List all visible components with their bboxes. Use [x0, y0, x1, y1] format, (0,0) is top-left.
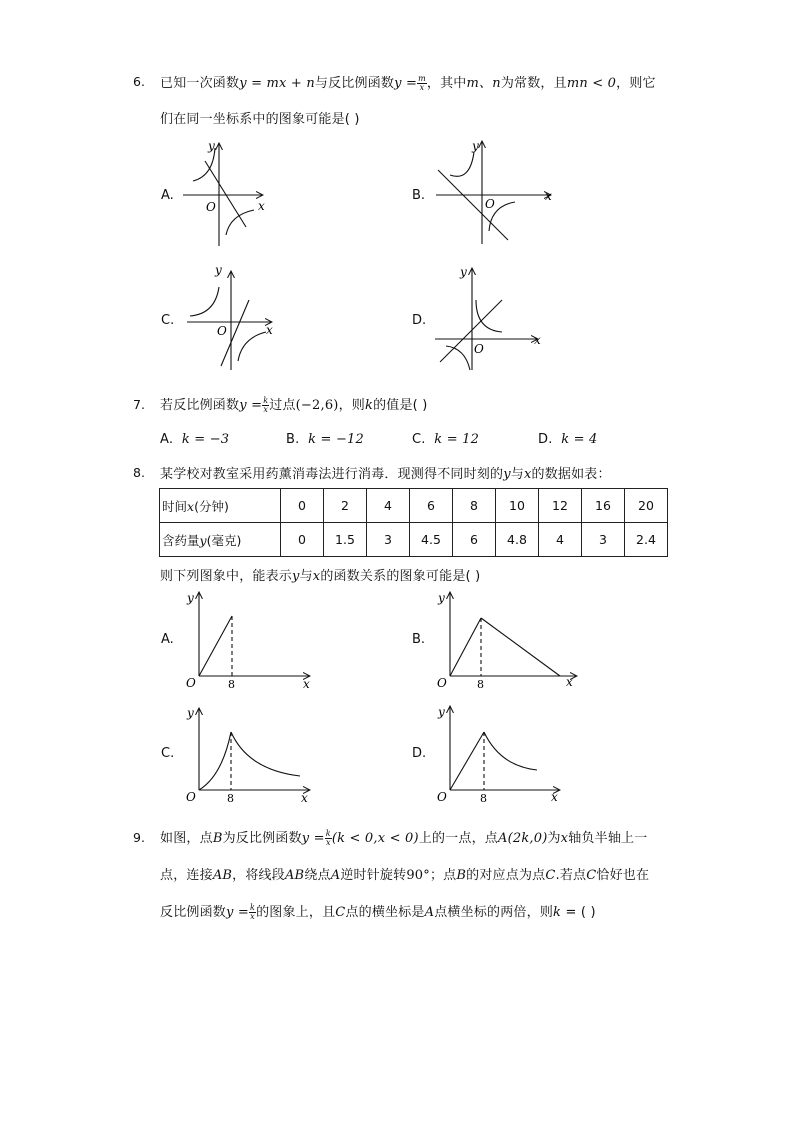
- q7-fraction: $\frac{k}{x}$: [263, 396, 269, 414]
- q6-graph-c: [187, 271, 272, 370]
- q8-option-c-label[interactable]: C.: [161, 746, 175, 761]
- q6-b-y-label: y: [472, 139, 479, 153]
- q6-text: 与反比例函数: [314, 76, 395, 91]
- table-cell: 2.4: [625, 523, 668, 557]
- q6-graph-b: [436, 141, 551, 244]
- q6-option-d-label[interactable]: D.: [412, 313, 427, 328]
- q8-graph-a: [199, 592, 310, 676]
- rising-segment: [450, 732, 484, 790]
- decay-curve: [231, 732, 300, 776]
- q6-inverse-function: y =: [394, 76, 418, 91]
- q6-text: ，则它: [616, 76, 656, 91]
- hyperbola-branch: [450, 152, 474, 176]
- q8-option-d-label[interactable]: D.: [412, 746, 427, 761]
- q7-number: 7.: [133, 397, 145, 412]
- q8-a-x-label: x: [303, 677, 310, 691]
- q6-vars: m、n: [466, 76, 501, 91]
- q6-d-x-label: x: [534, 333, 541, 347]
- hyperbola-branch: [238, 332, 266, 361]
- table-cell: 1.5: [324, 523, 367, 557]
- q9-stem-line3: 反比例函数y = $\frac{k}{x}$ 的图象上，且C点的横坐标是A点横坐标的两倍，则k = ( ): [160, 903, 596, 921]
- q7-point: (−2,6): [295, 398, 339, 413]
- q7-var: k: [364, 398, 374, 413]
- q8-d-tick: 8: [480, 792, 487, 805]
- q8-a-y-label: y: [187, 591, 194, 605]
- q9-stem-line1: 如图，点B为反比例函数y = $\frac{k}{x}$ (k < 0,x < 0)上的一点，点A(2k,0)为x轴负半轴上一: [160, 829, 648, 847]
- table-cell: 4: [367, 489, 410, 523]
- q8-graph-b: [450, 592, 577, 676]
- linear-line: [205, 161, 246, 227]
- q8-prompt: 则下列图象中，能表示y与x的函数关系的图象可能是( ): [160, 569, 481, 584]
- q6-option-a-label[interactable]: A.: [161, 188, 174, 203]
- falling-segment: [481, 618, 560, 676]
- hyperbola-branch: [476, 300, 502, 332]
- q6-a-y-label: y: [208, 139, 215, 153]
- table-cell: 20: [625, 489, 668, 523]
- q8-b-y-label: y: [438, 591, 445, 605]
- table-cell: 2: [324, 489, 367, 523]
- q8-d-y-label: y: [438, 705, 445, 719]
- q8-c-tick: 8: [227, 792, 234, 805]
- q8-option-b-label[interactable]: B.: [412, 632, 426, 647]
- q8-b-origin: O: [437, 676, 447, 690]
- linear-line: [438, 170, 508, 240]
- linear-line: [440, 300, 502, 362]
- q7-function: y =: [239, 398, 263, 413]
- q8-c-y-label: y: [187, 706, 194, 720]
- table-cell: 6: [410, 489, 453, 523]
- table-cell: 16: [582, 489, 625, 523]
- q8-c-origin: O: [186, 790, 196, 804]
- q6-c-y-label: y: [215, 263, 222, 277]
- q6-text: 为常数，且: [500, 76, 567, 91]
- table-cell: 0: [281, 489, 324, 523]
- table-cell: 4.8: [496, 523, 539, 557]
- q7-choice-d[interactable]: D. k = 4: [538, 432, 598, 447]
- table-row: [160, 523, 668, 557]
- q8-graphs: [0, 580, 794, 810]
- q7-text: 若反比例函数: [160, 398, 240, 413]
- rising-segment: [450, 618, 481, 676]
- q6-a-x-label: x: [258, 199, 265, 213]
- q6-d-origin: O: [474, 342, 484, 356]
- q6-linear-function: y = mx + n: [239, 76, 315, 91]
- q6-a-origin: O: [206, 200, 216, 214]
- table-cell: 4.5: [410, 523, 453, 557]
- q6-stem-line2: 们在同一坐标系中的图象可能是( ): [160, 112, 360, 127]
- q9-number: 9.: [133, 830, 145, 845]
- q9-fraction-2: $\frac{k}{x}$: [250, 903, 256, 921]
- rising-curve: [199, 732, 231, 790]
- q7-text: ，则: [338, 398, 365, 413]
- q8-graph-d: [450, 706, 560, 790]
- q6-graph-d: [435, 268, 538, 370]
- q6-b-x-label: x: [545, 189, 552, 203]
- q8-option-a-label[interactable]: A.: [161, 632, 174, 647]
- hyperbola-branch: [446, 346, 470, 370]
- q8-number: 8.: [133, 465, 145, 480]
- q9-fraction: $\frac{k}{x}$: [325, 829, 331, 847]
- table-cell: 4: [539, 523, 582, 557]
- q6-c-origin: O: [217, 324, 227, 338]
- q6-graph-a: [183, 143, 263, 246]
- q6-condition: mn < 0: [566, 76, 617, 91]
- hyperbola-branch: [190, 287, 219, 316]
- table-cell: 12: [539, 489, 582, 523]
- q8-d-origin: O: [437, 790, 447, 804]
- q6-b-origin: O: [485, 197, 495, 211]
- table-cell: 6: [453, 523, 496, 557]
- q6-fraction: $\frac{m}{x}$: [418, 74, 426, 92]
- q8-d-x-label: x: [551, 790, 558, 804]
- q7-text: 的值是( ): [373, 398, 428, 413]
- q6-text: ，其中: [426, 76, 467, 91]
- q6-option-c-label[interactable]: C.: [161, 313, 175, 328]
- q6-c-x-label: x: [266, 323, 273, 337]
- table-cell: 0: [281, 523, 324, 557]
- table-row: [160, 489, 668, 523]
- q7-choice-b[interactable]: B. k = −12: [286, 432, 364, 447]
- q6-option-b-label[interactable]: B.: [412, 188, 426, 203]
- q9-stem-line2: 点，连接AB，将线段AB绕点A逆时针旋转90°；点B的对应点为点C.若点C恰好也在: [160, 868, 650, 883]
- q6-graphs: [0, 0, 794, 380]
- table-cell: 8: [453, 489, 496, 523]
- table-header-dose: 含药量y(毫克): [160, 523, 281, 557]
- rising-segment: [199, 616, 232, 676]
- q7-text: 过点: [269, 398, 296, 413]
- q6-text: 已知一次函数: [160, 76, 240, 91]
- table-header-time: 时间x(分钟): [160, 489, 281, 523]
- q8-graph-c: [199, 708, 310, 790]
- q8-b-tick: 8: [477, 678, 484, 691]
- table-cell: 3: [582, 523, 625, 557]
- q7-stem: [160, 394, 428, 414]
- q7-choice-c[interactable]: C. k = 12: [412, 432, 480, 447]
- q8-b-x-label: x: [566, 675, 573, 689]
- q8-a-origin: O: [186, 676, 196, 690]
- hyperbola-branch: [226, 210, 254, 235]
- q8-a-tick: 8: [228, 678, 235, 691]
- q8-intro: 某学校对教室采用药薰消毒法进行消毒．现测得不同时刻的y与x的数据如表：: [160, 467, 611, 482]
- q7-choice-a[interactable]: A. k = −3: [160, 432, 230, 447]
- q8-c-x-label: x: [301, 791, 308, 805]
- decay-curve: [484, 732, 537, 770]
- q6-d-y-label: y: [460, 265, 467, 279]
- q6-number: 6.: [133, 74, 145, 89]
- table-cell: 3: [367, 523, 410, 557]
- q8-data-table: [159, 488, 668, 557]
- table-cell: 10: [496, 489, 539, 523]
